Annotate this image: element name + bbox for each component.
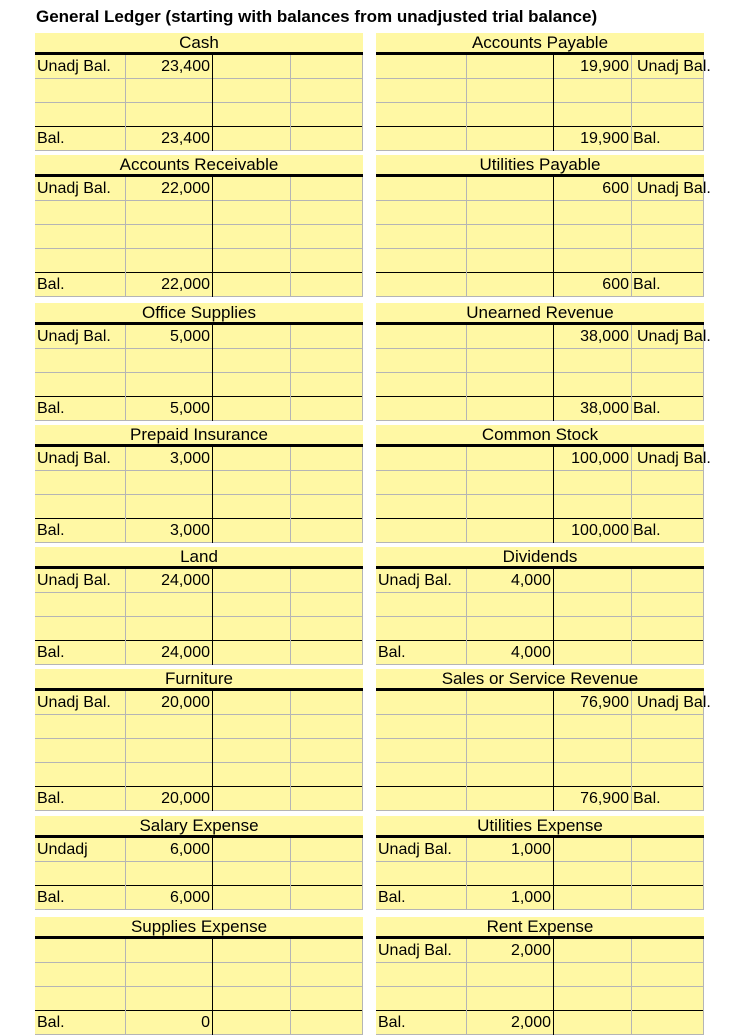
balance-debit-value: 5,000: [169, 400, 210, 417]
unadj-label: Unadj Bal.: [637, 694, 711, 711]
t-account-cs: [376, 425, 711, 543]
column-divider: [631, 325, 632, 421]
balance-label: Bal.: [633, 790, 661, 807]
unadj-debit-value: 24,000: [161, 572, 210, 589]
unadj-debit-value: 1,000: [510, 841, 551, 858]
column-divider: [362, 447, 363, 543]
column-divider: [290, 838, 291, 910]
column-divider: [631, 177, 632, 297]
row-divider: [376, 762, 704, 763]
balance-debit-value: 22,000: [161, 276, 210, 293]
unadj-credit-value: 38,000: [580, 328, 629, 345]
row-divider: [376, 494, 704, 495]
unadj-label: Unadj Bal.: [37, 694, 111, 711]
column-divider: [290, 177, 291, 297]
column-divider: [212, 838, 213, 910]
balance-debit-value: 6,000: [169, 889, 210, 906]
balance-label: Bal.: [37, 644, 65, 661]
column-divider: [362, 325, 363, 421]
balance-credit-value: 38,000: [580, 400, 629, 417]
unadj-label: Unadj Bal.: [37, 328, 111, 345]
unadj-credit-value: 19,900: [580, 58, 629, 75]
account-name: Sales or Service Revenue: [441, 669, 639, 688]
unadj-label: Unadj Bal.: [37, 450, 111, 467]
row-divider: [35, 616, 363, 617]
unadj-label: Unadj Bal.: [37, 58, 111, 75]
row-divider: [35, 962, 363, 963]
row-divider: [376, 224, 704, 225]
column-divider: [362, 691, 363, 811]
column-divider: [631, 691, 632, 811]
unadj-label: Unadj Bal.: [637, 328, 711, 345]
balance-label: Bal.: [37, 522, 65, 539]
account-name: Common Stock: [481, 425, 599, 444]
column-divider: [212, 447, 213, 543]
column-divider: [703, 569, 704, 665]
column-divider: [290, 939, 291, 1035]
unadj-debit-value: 6,000: [169, 841, 210, 858]
column-divider: [212, 691, 213, 811]
row-divider: [35, 494, 363, 495]
account-name: Prepaid Insurance: [130, 425, 268, 444]
balance-label: Bal.: [378, 644, 406, 661]
unadj-debit-value: 23,400: [161, 58, 210, 75]
unadj-credit-value: 100,000: [571, 450, 629, 467]
balance-debit-value: 24,000: [161, 644, 210, 661]
column-divider: [631, 55, 632, 151]
row-divider: [376, 372, 704, 373]
column-divider: [631, 569, 632, 665]
t-account-ur: [376, 303, 711, 421]
balance-label: Bal.: [37, 276, 65, 293]
balance-debit-value: 1,000: [510, 889, 551, 906]
t-account-ue: [376, 816, 704, 910]
t-account-os: [35, 303, 363, 421]
column-divider: [703, 838, 704, 910]
account-name: Land: [180, 547, 218, 566]
row-divider: [35, 738, 363, 739]
t-account-supe: [35, 917, 363, 1035]
balance-debit-value: 2,000: [510, 1014, 551, 1031]
account-name: Unearned Revenue: [466, 303, 614, 322]
unadj-label: Unadj Bal.: [378, 942, 452, 959]
column-divider: [212, 177, 213, 297]
unadj-label: Unadj Bal.: [378, 572, 452, 589]
column-divider: [290, 55, 291, 151]
balance-credit-value: 76,900: [580, 790, 629, 807]
account-name: Rent Expense: [486, 917, 594, 936]
t-account-ap: [376, 33, 711, 151]
unadj-debit-value: 20,000: [161, 694, 210, 711]
unadj-label: Undadj: [37, 841, 88, 858]
column-divider: [631, 939, 632, 1035]
t-account-pi: [35, 425, 363, 543]
balance-credit-value: 100,000: [571, 522, 629, 539]
column-divider: [466, 55, 467, 151]
unadj-debit-value: 22,000: [161, 180, 210, 197]
row-divider: [35, 224, 363, 225]
row-divider: [35, 248, 363, 249]
column-divider: [362, 569, 363, 665]
column-divider: [212, 569, 213, 665]
account-name: Office Supplies: [141, 303, 257, 322]
balance-label: Bal.: [633, 130, 661, 147]
row-divider: [376, 738, 704, 739]
balance-label: Bal.: [633, 522, 661, 539]
column-divider: [631, 838, 632, 910]
column-divider: [466, 325, 467, 421]
unadj-credit-value: 76,900: [580, 694, 629, 711]
column-divider: [466, 691, 467, 811]
t-account-ssr: [376, 669, 711, 811]
t-account-cash: [35, 33, 363, 151]
balance-credit-value: 600: [602, 276, 629, 293]
column-divider: [212, 325, 213, 421]
column-divider: [290, 447, 291, 543]
column-divider: [362, 177, 363, 297]
balance-label: Bal.: [37, 130, 65, 147]
account-name: Furniture: [164, 669, 234, 688]
account-name: Accounts Payable: [471, 33, 609, 52]
balance-debit-value: 23,400: [161, 130, 210, 147]
t-account-ar: [35, 155, 363, 297]
balance-label: Bal.: [633, 400, 661, 417]
account-name: Cash: [179, 33, 219, 52]
unadj-label: Unadj Bal.: [637, 58, 711, 75]
t-account-se: [35, 816, 363, 910]
t-account-land: [35, 547, 363, 665]
unadj-debit-value: 2,000: [510, 942, 551, 959]
account-name: Utilities Expense: [477, 816, 603, 835]
account-name: Salary Expense: [139, 816, 259, 835]
column-divider: [631, 447, 632, 543]
balance-debit-value: 0: [201, 1014, 210, 1031]
balance-label: Bal.: [633, 276, 661, 293]
row-divider: [35, 102, 363, 103]
account-top-rule: [35, 936, 363, 939]
ledger-title: General Ledger (starting with balances from unadjusted trial balance): [36, 7, 598, 26]
column-divider: [466, 177, 467, 297]
column-divider: [212, 55, 213, 151]
balance-label: Bal.: [37, 790, 65, 807]
unadj-label: Unadj Bal.: [637, 180, 711, 197]
column-divider: [362, 939, 363, 1035]
balance-label: Bal.: [37, 1014, 65, 1031]
unadj-label: Unadj Bal.: [37, 572, 111, 589]
row-divider: [35, 372, 363, 373]
balance-label: Bal.: [378, 889, 406, 906]
row-divider: [35, 986, 363, 987]
column-divider: [212, 939, 213, 1035]
column-divider: [290, 569, 291, 665]
balance-credit-value: 19,900: [580, 130, 629, 147]
column-divider: [290, 325, 291, 421]
balance-label: Bal.: [37, 400, 65, 417]
column-divider: [553, 939, 554, 1035]
column-divider: [290, 691, 291, 811]
account-name: Dividends: [502, 547, 578, 566]
account-name: Accounts Receivable: [119, 155, 279, 174]
t-account-up: [376, 155, 711, 297]
t-account-div: [376, 547, 704, 665]
column-divider: [466, 447, 467, 543]
row-divider: [376, 616, 704, 617]
unadj-label: Unadj Bal.: [37, 180, 111, 197]
row-divider: [376, 102, 704, 103]
column-divider: [553, 569, 554, 665]
unadj-label: Unadj Bal.: [378, 841, 452, 858]
t-account-re: [376, 917, 704, 1035]
row-divider: [35, 762, 363, 763]
account-name: Utilities Payable: [479, 155, 601, 174]
t-account-furn: [35, 669, 363, 811]
balance-debit-value: 4,000: [510, 644, 551, 661]
account-name: Supplies Expense: [130, 917, 268, 936]
column-divider: [362, 55, 363, 151]
balance-debit-value: 20,000: [161, 790, 210, 807]
balance-label: Bal.: [378, 1014, 406, 1031]
row-divider: [376, 248, 704, 249]
column-divider: [553, 838, 554, 910]
row-divider: [376, 986, 704, 987]
unadj-debit-value: 5,000: [169, 328, 210, 345]
unadj-credit-value: 600: [602, 180, 629, 197]
unadj-debit-value: 3,000: [169, 450, 210, 467]
balance-label: Bal.: [37, 889, 65, 906]
unadj-label: Unadj Bal.: [637, 450, 711, 467]
column-divider: [362, 838, 363, 910]
unadj-debit-value: 4,000: [510, 572, 551, 589]
balance-debit-value: 3,000: [169, 522, 210, 539]
column-divider: [703, 939, 704, 1035]
